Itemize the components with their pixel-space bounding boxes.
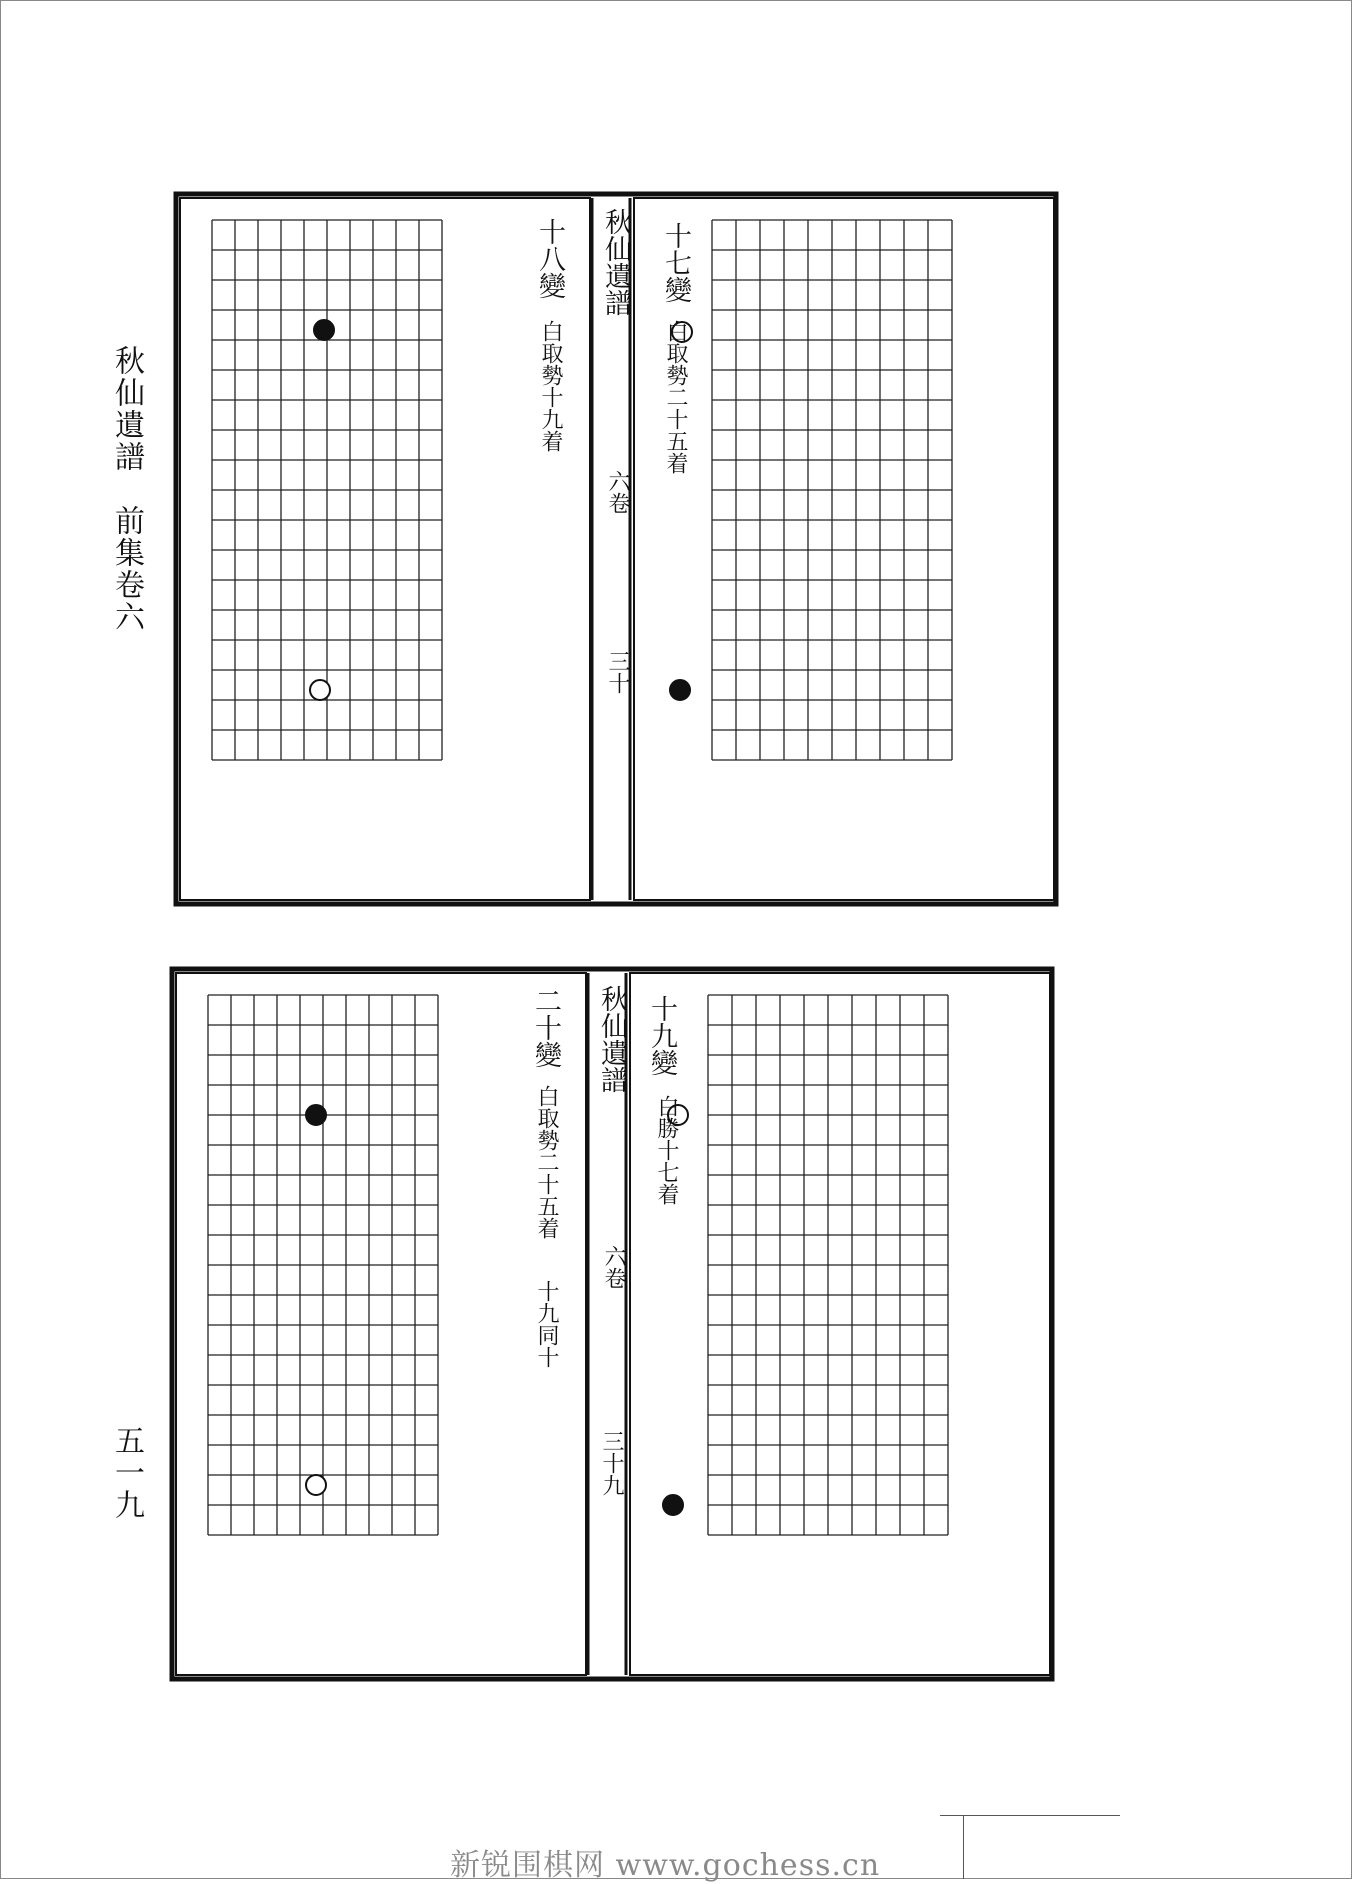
gutter-title: 秋仙遺譜	[596, 985, 627, 1093]
white-stone	[310, 680, 330, 700]
page-number: 五一九	[109, 1425, 144, 1521]
left-page-frame	[180, 198, 590, 900]
black-stone	[306, 1105, 326, 1125]
gutter-volume: 六卷	[601, 1245, 626, 1289]
black-stone	[314, 320, 334, 340]
book-title-margin: 秋仙遺譜	[109, 345, 144, 473]
left-variation-result: 白取勢十九着	[538, 320, 563, 452]
corner-rule	[963, 1815, 964, 1879]
black-stone	[663, 1495, 683, 1515]
spread-top	[172, 190, 1062, 910]
right-variation-title: 十七變	[660, 222, 691, 303]
right-page-frame	[630, 973, 1050, 1675]
left-page-frame	[176, 973, 586, 1675]
left-variation-result: 白取勢二十五着	[534, 1085, 559, 1239]
white-stone	[306, 1475, 326, 1495]
right-page-frame	[634, 198, 1054, 900]
left-variation-title: 十八變	[534, 218, 565, 299]
gutter-title: 秋仙遺譜	[600, 208, 631, 316]
black-stone	[670, 680, 690, 700]
gutter-volume: 六卷	[605, 470, 630, 514]
corner-rule	[940, 1815, 1120, 1816]
right-variation-title: 十九變	[646, 995, 677, 1076]
site-watermark: 新锐围棋网 www.gochess.cn	[450, 1848, 881, 1883]
gutter-folio: 三十九	[599, 1430, 624, 1496]
spread-bottom	[168, 965, 1058, 1695]
volume-label-margin: 前集卷六	[109, 505, 144, 633]
left-variation-title: 二十變	[530, 987, 561, 1068]
gutter-folio: 三十	[605, 650, 630, 694]
right-variation-result: 白取勢二十五着	[663, 320, 688, 474]
right-variation-result: 白勝十七着	[654, 1095, 679, 1205]
left-variation-note: 十九同十	[534, 1280, 559, 1368]
